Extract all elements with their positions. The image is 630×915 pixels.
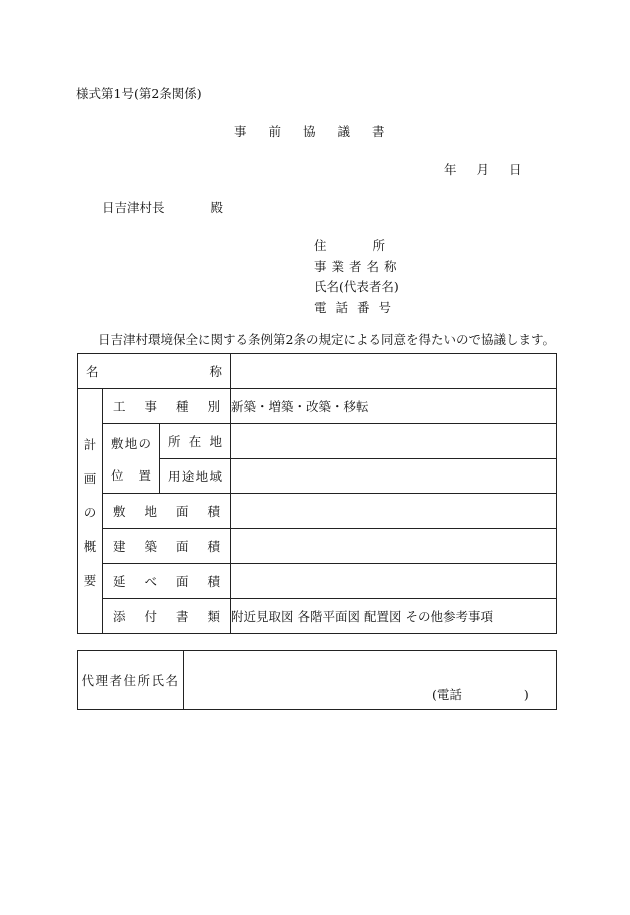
zoning-value[interactable]	[231, 459, 557, 494]
attachments-label: 添 付 書 類	[113, 609, 221, 624]
attachments-label-cell	[103, 599, 231, 634]
construction-type-value[interactable]: 新築・増築・改築・移転	[231, 389, 557, 424]
name-label-cell	[78, 354, 231, 389]
site-location-label-cell	[103, 424, 160, 494]
applicant-address-label: 住所	[314, 238, 432, 253]
building-area-label: 建 築 面 積	[113, 539, 221, 554]
table-row-site-address	[78, 424, 557, 459]
date-day: 日	[509, 162, 522, 177]
table-row-name	[78, 354, 557, 389]
floor-area-label-cell	[103, 564, 231, 599]
table-row-attachments	[78, 599, 557, 634]
recipient: 日吉津村長	[102, 200, 165, 215]
addressee	[102, 198, 223, 216]
plan-char-2: 画	[83, 471, 97, 486]
applicant-block	[314, 236, 431, 318]
floor-area-label: 延 べ 面 積	[113, 574, 221, 589]
site-area-label-cell	[103, 494, 231, 529]
agent-phone-close: )	[523, 687, 529, 702]
applicant-representative-label: 氏名(代表者名)	[314, 279, 399, 294]
plan-overview-label	[78, 389, 103, 634]
plan-char-3: の	[83, 505, 97, 520]
agent-table	[77, 650, 557, 710]
construction-type-label-cell	[103, 389, 231, 424]
table-row-construction-type	[78, 389, 557, 424]
site-area-label: 敷 地 面 積	[113, 504, 221, 519]
name-value-cell[interactable]	[231, 354, 557, 389]
site-address-value[interactable]	[231, 424, 557, 459]
statement: 日吉津村環境保全に関する条例第2条の規定による同意を得たいので協議します。	[98, 332, 555, 347]
site-area-value[interactable]	[231, 494, 557, 529]
date-month: 月	[476, 162, 490, 177]
applicant-business-name-label: 事業者名称	[314, 258, 402, 274]
table-row-floor-area	[78, 564, 557, 599]
applicant-phone-label: 電話番号	[314, 299, 401, 315]
site-address-label-cell	[160, 424, 231, 459]
name-label-2: 称	[209, 364, 223, 379]
building-area-label-cell	[103, 529, 231, 564]
date-line	[444, 160, 542, 178]
construction-type-label: 工 事 種 別	[113, 399, 221, 414]
zoning-label-cell	[160, 459, 231, 494]
building-area-value[interactable]	[231, 529, 557, 564]
site-location-label-1: 敷 地 の	[111, 435, 151, 451]
plan-char-4: 概	[83, 539, 97, 554]
agent-row	[78, 651, 557, 710]
consultation-table	[77, 353, 557, 634]
name-label-1: 名	[86, 364, 99, 379]
zoning-label: 用 途 地 域	[168, 469, 222, 484]
attachments-value[interactable]: 附近見取図 各階平面図 配置図 その他参考事項	[231, 599, 557, 634]
agent-label: 代理者住所氏名	[78, 651, 184, 710]
floor-area-value[interactable]	[231, 564, 557, 599]
site-address-label: 所 在 地	[168, 434, 223, 449]
plan-char-5: 要	[83, 573, 97, 588]
form-number: 様式第1号(第2条関係)	[76, 86, 202, 101]
plan-char-1: 計	[83, 437, 97, 452]
honorific: 殿	[210, 200, 224, 215]
agent-value-cell[interactable]	[184, 651, 557, 710]
agent-phone-open: (電話	[432, 687, 462, 702]
table-row-site-area	[78, 494, 557, 529]
date-year: 年	[444, 162, 457, 177]
table-row-building-area	[78, 529, 557, 564]
agent-phone	[432, 685, 529, 703]
document-title: 事前協議書	[234, 124, 407, 139]
site-location-label-2: 位 置	[111, 467, 151, 483]
